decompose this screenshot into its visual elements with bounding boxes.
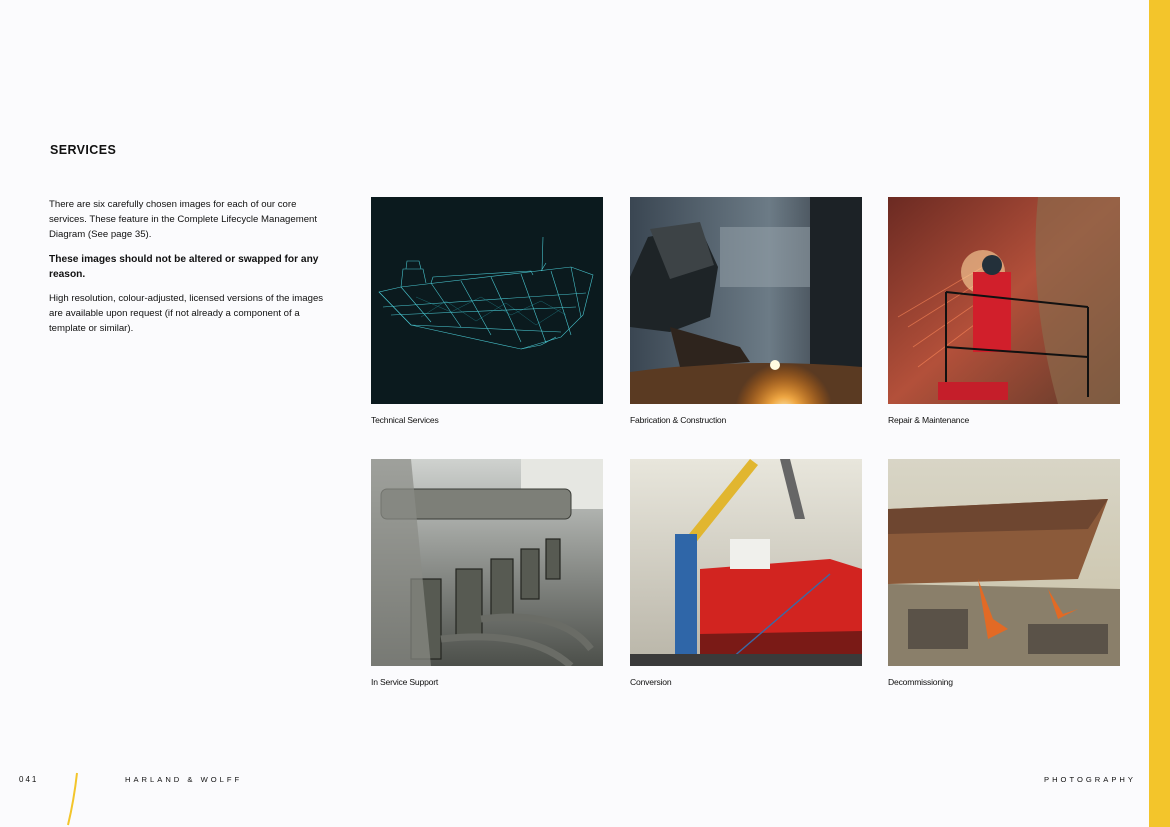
tile-caption: Decommissioning — [888, 677, 953, 687]
tile-caption: In Service Support — [371, 677, 439, 687]
page-number: 041 — [19, 775, 39, 784]
intro-paragraph-2: These images should not be altered or swapped for any reason. — [49, 253, 319, 280]
tile-in-service-support — [371, 459, 603, 687]
slash-logo-mark — [60, 770, 84, 827]
intro-text — [49, 197, 329, 346]
tile-conversion — [630, 459, 862, 687]
intro-paragraph-3: High resolution, colour-adjusted, licensed versions of the images are available upon request (if not already a component of a template or similar). — [49, 293, 324, 335]
page-title: SERVICES — [50, 143, 117, 157]
wireframe-ship-photo — [371, 197, 603, 404]
brand-name: HARLAND & WOLFF — [125, 775, 243, 784]
tile-caption: Fabrication & Construction — [630, 415, 727, 425]
accent-bar — [1149, 0, 1170, 827]
red-ship-crane-photo — [630, 459, 862, 666]
tile-caption: Conversion — [630, 677, 672, 687]
engine-photo — [371, 459, 603, 666]
tile-technical-services — [371, 197, 603, 425]
section-label: PHOTOGRAPHY — [1044, 775, 1136, 784]
ship-breaking-photo — [888, 459, 1120, 666]
tile-decommissioning — [888, 459, 1120, 687]
hull-repair-photo — [888, 197, 1120, 404]
tile-caption: Technical Services — [371, 415, 439, 425]
tile-repair-maintenance — [888, 197, 1120, 425]
welder-photo — [630, 197, 862, 404]
tile-fabrication-construction — [630, 197, 862, 425]
intro-paragraph-1: There are six carefully chosen images for each of our core services. These feature in the Complete Lifecycle Management Diagram (See page 35). — [49, 199, 318, 241]
tile-caption: Repair & Maintenance — [888, 415, 970, 425]
